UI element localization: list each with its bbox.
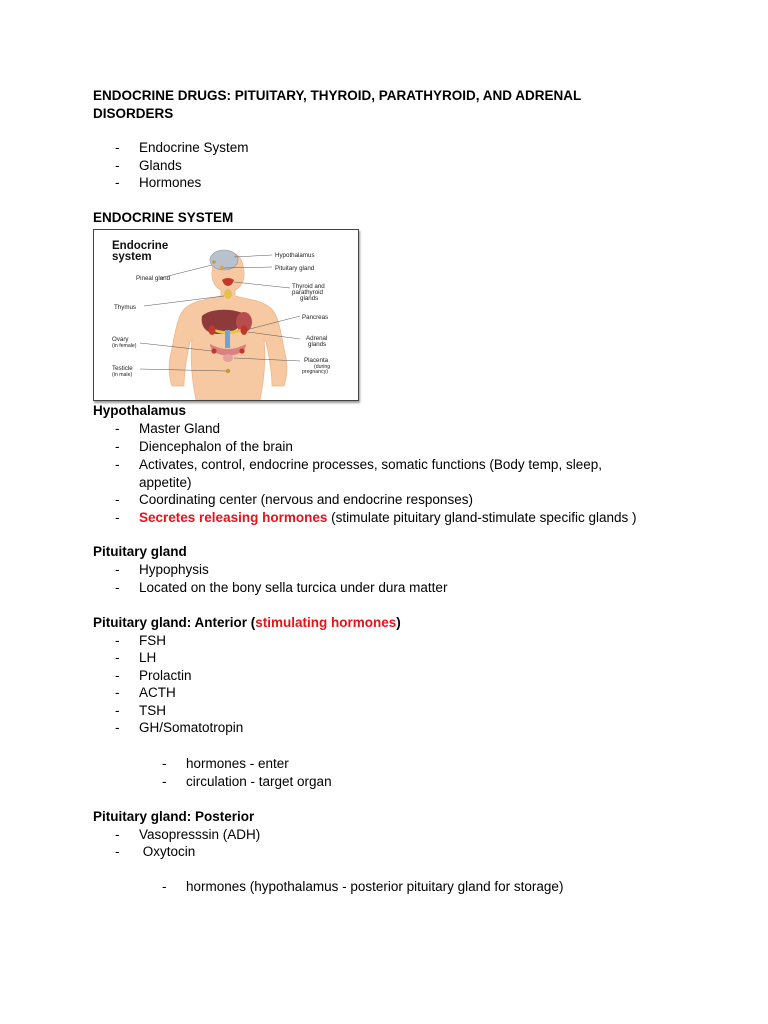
ovary-right-shape bbox=[239, 348, 244, 353]
endocrine-diagram bbox=[94, 230, 358, 400]
aorta-shape bbox=[225, 330, 230, 348]
label-adrenal-1: Adrenal bbox=[306, 335, 328, 342]
label-placenta-3: pregnancy) bbox=[302, 369, 328, 375]
figure-title-line2: system bbox=[112, 251, 152, 263]
section-heading: ENDOCRINE SYSTEM bbox=[93, 210, 234, 225]
endocrine-system-figure bbox=[93, 229, 359, 401]
label-thymus: Thymus bbox=[114, 304, 137, 311]
pituitary-shape bbox=[220, 266, 224, 270]
label-ovary-1: Ovary bbox=[112, 336, 129, 343]
anterior-heading: Pituitary gland: Anterior (stimulating hormones) bbox=[93, 615, 401, 630]
label-placenta-2: (during bbox=[314, 364, 331, 370]
placenta-shape bbox=[223, 354, 233, 362]
document-page: ENDOCRINE DRUGS: PITUITARY, THYROID, PARATHYROID, AND ADRENAL DISORDERS - Endocrine System - Glands - Hormones ENDOCRINE SYSTEM Endocrine system Hypothalamus Pituitary gland Pineal gland Thyroid and parathyroid glands Thymus Pancreas Ovary (in female) Adrenal glands Placenta (during pregnancy) Testicle (in male) Hypothalamus - Master Gland - Diencephalon of the brain - Activates, control, endocrine processes, somatic functions (Body temp, sleep, appetite) - Coordinating center (nervous and endocrine responses) - Secretes releasing hormones (stimulate pituitary gland-stimulate specific glands ) Pituitary gland - Hypophysis - Located on the bony sella turcica under dura matter Pituitary gland: Anterior (stimulating hormones) - FSH - LH - Prolactin - ACTH - TSH - GH/Somatotropin - hormones - enter - circulation - target organ Pituitary gland: Posterior - Vasopresssin (ADH) - Oxytocin - hormones (hypothalamus - posterior pituitary gland for storage) bbox=[0, 0, 768, 1024]
label-thyroid-1: Thyroid and bbox=[292, 283, 325, 290]
pineal-shape bbox=[212, 260, 216, 264]
label-thyroid-2: parathyroid bbox=[292, 289, 323, 296]
thymus-shape bbox=[224, 289, 232, 299]
label-adrenal-2: glands bbox=[308, 341, 327, 348]
label-testicle-1: Testicle bbox=[112, 365, 133, 372]
label-ovary-2: (in female) bbox=[112, 343, 137, 349]
label-pancreas: Pancreas bbox=[302, 314, 329, 321]
testicle-shape bbox=[226, 369, 230, 373]
label-thyroid-3: glands bbox=[300, 295, 319, 302]
red-emphasis: Secretes releasing hormones bbox=[139, 510, 328, 525]
hypothalamus-heading: Hypothalamus bbox=[93, 403, 187, 418]
document-title: ENDOCRINE DRUGS: PITUITARY, THYROID, PARATHYROID, AND ADRENAL DISORDERS bbox=[93, 88, 582, 121]
label-pituitary: Pituitary gland bbox=[275, 265, 315, 272]
posterior-heading: Pituitary gland: Posterior bbox=[93, 809, 255, 824]
figure-title-line1: Endocrine bbox=[112, 240, 169, 252]
label-pineal: Pineal gland bbox=[136, 275, 171, 282]
ovary-left-shape bbox=[211, 348, 216, 353]
label-testicle-2: (in male) bbox=[112, 372, 133, 378]
label-hypothalamus: Hypothalamus bbox=[275, 252, 315, 259]
brain-shape bbox=[210, 250, 238, 270]
label-placenta-1: Placenta bbox=[304, 357, 329, 364]
kidney-left-shape bbox=[209, 325, 216, 335]
pituitary-heading: Pituitary gland bbox=[93, 544, 187, 559]
